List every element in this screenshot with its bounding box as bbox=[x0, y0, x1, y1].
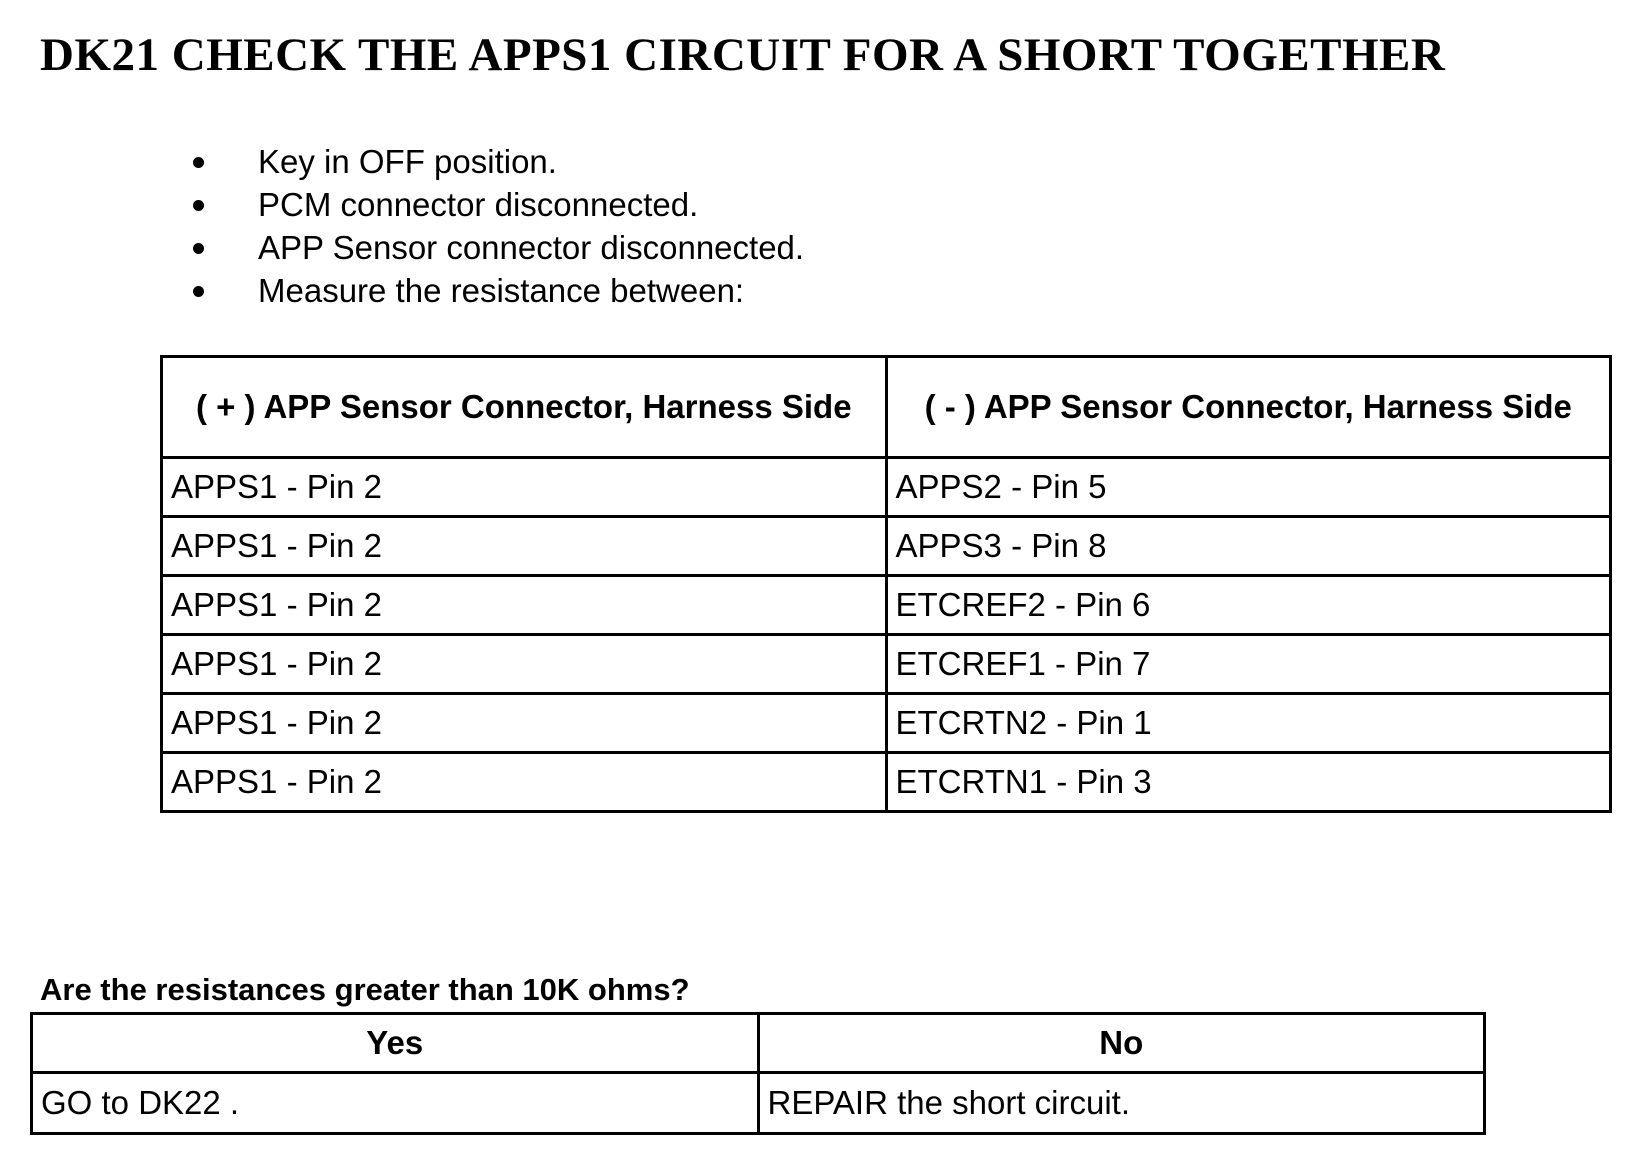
negative-pin-cell: ETCRTN2 - Pin 1 bbox=[886, 694, 1611, 753]
table-header-row bbox=[162, 357, 1611, 458]
condition-text: APP Sensor connector disconnected. bbox=[258, 229, 805, 266]
yes-header: Yes bbox=[32, 1014, 759, 1073]
negative-pin-cell: ETCREF1 - Pin 7 bbox=[886, 635, 1611, 694]
condition-text: Key in OFF position. bbox=[258, 143, 557, 180]
positive-lead-header: ( + ) APP Sensor Connector, Harness Side bbox=[162, 357, 887, 458]
no-header: No bbox=[758, 1014, 1485, 1073]
positive-pin-cell: APPS1 - Pin 2 bbox=[162, 753, 887, 812]
table-row bbox=[162, 517, 1611, 576]
bullet-icon bbox=[193, 157, 204, 168]
list-item bbox=[0, 226, 804, 269]
positive-pin-cell: APPS1 - Pin 2 bbox=[162, 576, 887, 635]
negative-pin-cell: APPS3 - Pin 8 bbox=[886, 517, 1611, 576]
bullet-icon bbox=[193, 286, 204, 297]
conditions-list bbox=[0, 140, 804, 312]
positive-pin-cell: APPS1 - Pin 2 bbox=[162, 458, 887, 517]
list-item bbox=[0, 140, 804, 183]
negative-lead-header: ( - ) APP Sensor Connector, Harness Side bbox=[886, 357, 1611, 458]
table-row bbox=[162, 635, 1611, 694]
table-row bbox=[162, 694, 1611, 753]
test-question: Are the resistances greater than 10K ohms? bbox=[40, 972, 690, 1007]
table-row bbox=[162, 576, 1611, 635]
table-row bbox=[162, 753, 1611, 812]
result-table bbox=[30, 1012, 1486, 1135]
measurement-table bbox=[160, 355, 1612, 813]
page-title: DK21 CHECK THE APPS1 CIRCUIT FOR A SHORT TOGETHER bbox=[40, 29, 1446, 81]
yes-action-cell: GO to DK22 . bbox=[32, 1073, 759, 1134]
condition-text: PCM connector disconnected. bbox=[258, 186, 699, 223]
bullet-icon bbox=[193, 200, 204, 211]
positive-pin-cell: APPS1 - Pin 2 bbox=[162, 635, 887, 694]
negative-pin-cell: APPS2 - Pin 5 bbox=[886, 458, 1611, 517]
list-item bbox=[0, 269, 804, 312]
table-row bbox=[32, 1073, 1485, 1134]
table-row bbox=[162, 458, 1611, 517]
positive-pin-cell: APPS1 - Pin 2 bbox=[162, 517, 887, 576]
positive-pin-cell: APPS1 - Pin 2 bbox=[162, 694, 887, 753]
table-header-row bbox=[32, 1014, 1485, 1073]
negative-pin-cell: ETCREF2 - Pin 6 bbox=[886, 576, 1611, 635]
no-action-cell: REPAIR the short circuit. bbox=[758, 1073, 1485, 1134]
list-item bbox=[0, 183, 804, 226]
condition-text: Measure the resistance between: bbox=[258, 272, 745, 309]
negative-pin-cell: ETCRTN1 - Pin 3 bbox=[886, 753, 1611, 812]
bullet-icon bbox=[193, 243, 204, 254]
